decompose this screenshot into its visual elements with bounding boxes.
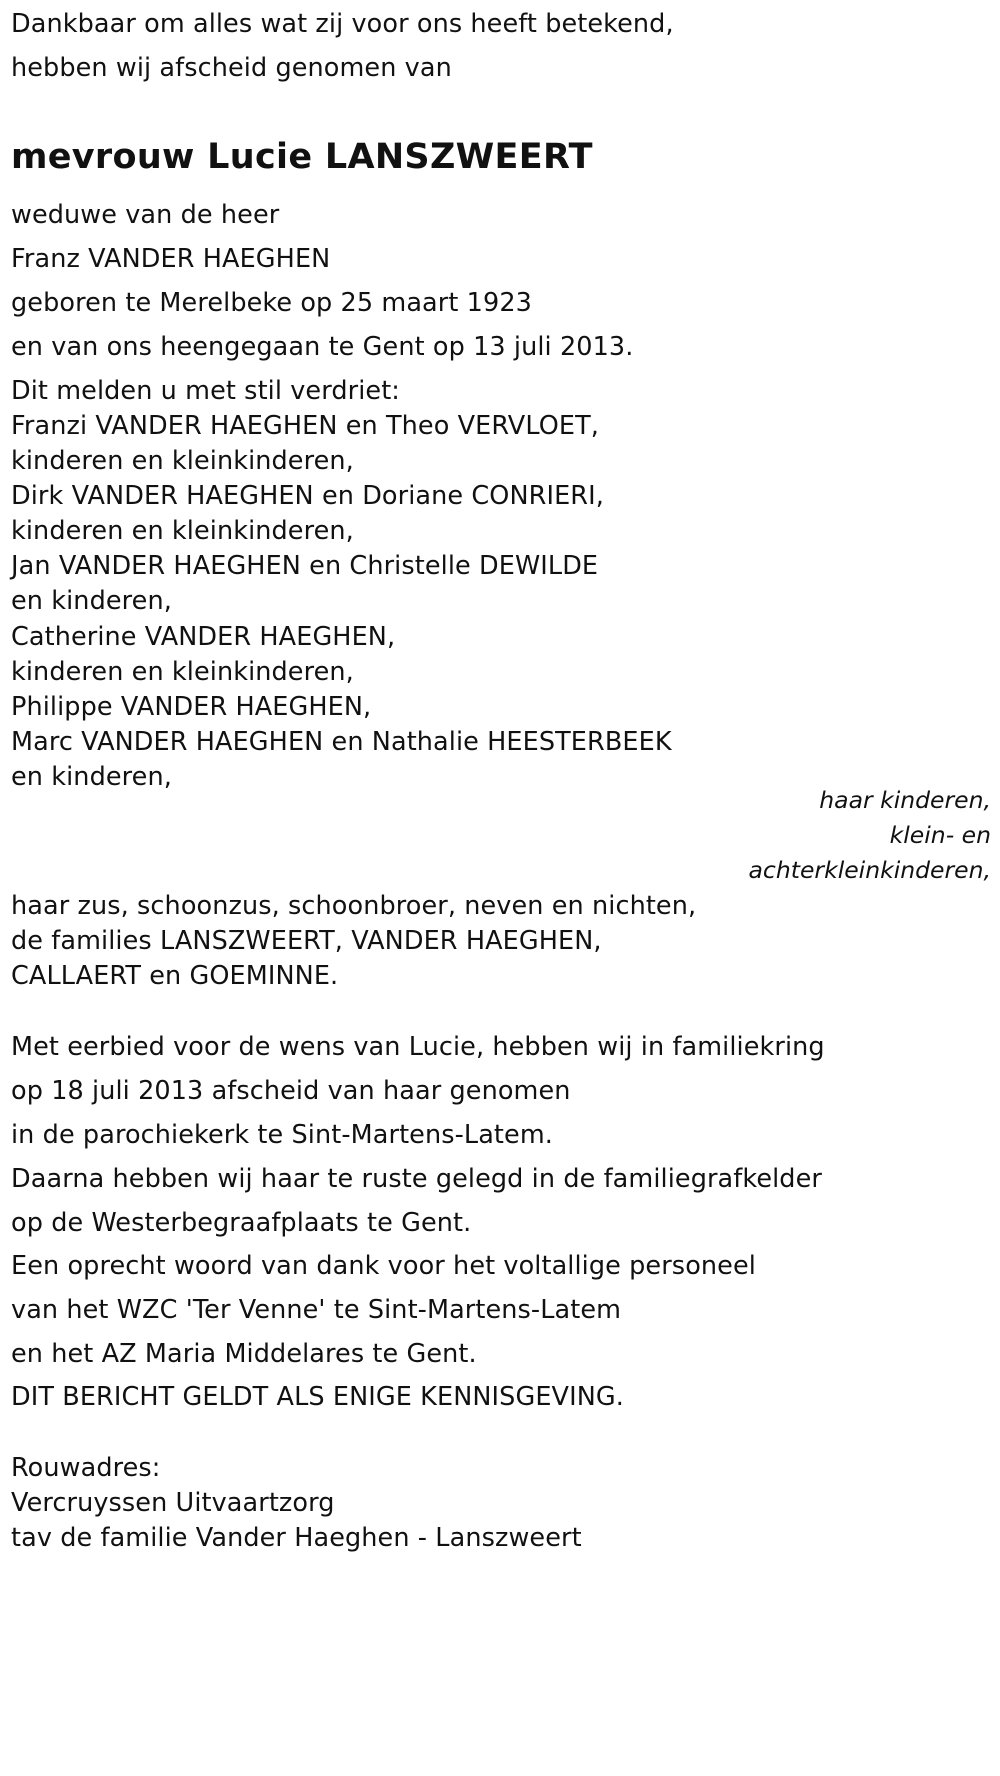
funeral-line: op 18 juli 2013 afscheid van haar genomen [11, 1076, 571, 1106]
relatives-line: haar zus, schoonzus, schoonbroer, neven en nichten, [11, 891, 697, 921]
mourner-line: en kinderen, [11, 586, 172, 616]
mourner-line: Marc VANDER HAEGHEN en Nathalie HEESTERBEEK [11, 727, 672, 757]
mourner-line: Jan VANDER HAEGHEN en Christelle DEWILDE [11, 551, 599, 581]
funeral-line: van het WZC 'Ter Venne' te Sint-Martens-Latem [11, 1295, 622, 1325]
address-line: Vercruyssen Uitvaartzorg [11, 1488, 335, 1518]
mourner-line: Philippe VANDER HAEGHEN, [11, 692, 372, 722]
signoff-line: klein- en [889, 821, 991, 849]
mourner-line: Catherine VANDER HAEGHEN, [11, 622, 396, 652]
relatives-line: de families LANSZWEERT, VANDER HAEGHEN, [11, 926, 602, 956]
mourner-line: Franzi VANDER HAEGHEN en Theo VERVLOET, [11, 411, 599, 441]
detail-line: en van ons heengegaan te Gent op 13 juli 2013. [11, 332, 634, 362]
funeral-line: DIT BERICHT GELDT ALS ENIGE KENNISGEVING. [11, 1382, 624, 1412]
mourner-line: Dirk VANDER HAEGHEN en Doriane CONRIERI, [11, 481, 604, 511]
funeral-line: in de parochiekerk te Sint-Martens-Latem. [11, 1120, 553, 1150]
signoff-line: haar kinderen, [819, 786, 991, 814]
funeral-line: en het AZ Maria Middelares te Gent. [11, 1339, 477, 1369]
intro-line: hebben wij afscheid genomen van [11, 53, 452, 83]
address-line: Rouwadres: [11, 1453, 161, 1483]
address-line: tav de familie Vander Haeghen - Lanszweert [11, 1523, 582, 1553]
funeral-line: Daarna hebben wij haar te ruste gelegd in de familiegrafkelder [11, 1164, 822, 1194]
deceased-name: mevrouw Lucie LANSZWEERT [11, 137, 593, 177]
mourner-line: Dit melden u met stil verdriet: [11, 376, 400, 406]
funeral-line: Met eerbied voor de wens van Lucie, hebben wij in familiekring [11, 1032, 825, 1062]
funeral-line: op de Westerbegraafplaats te Gent. [11, 1208, 472, 1238]
detail-line: Franz VANDER HAEGHEN [11, 244, 331, 274]
mourner-line: kinderen en kleinkinderen, [11, 657, 354, 687]
intro-line: Dankbaar om alles wat zij voor ons heeft betekend, [11, 9, 674, 39]
death-notice [11, 0, 991, 1776]
signoff-line: achterkleinkinderen, [748, 856, 991, 884]
mourner-line: kinderen en kleinkinderen, [11, 446, 354, 476]
funeral-line: Een oprecht woord van dank voor het voltallige personeel [11, 1251, 756, 1281]
mourner-line: en kinderen, [11, 762, 172, 792]
relatives-line: CALLAERT en GOEMINNE. [11, 961, 339, 991]
mourner-line: kinderen en kleinkinderen, [11, 516, 354, 546]
detail-line: weduwe van de heer [11, 200, 280, 230]
detail-line: geboren te Merelbeke op 25 maart 1923 [11, 288, 532, 318]
